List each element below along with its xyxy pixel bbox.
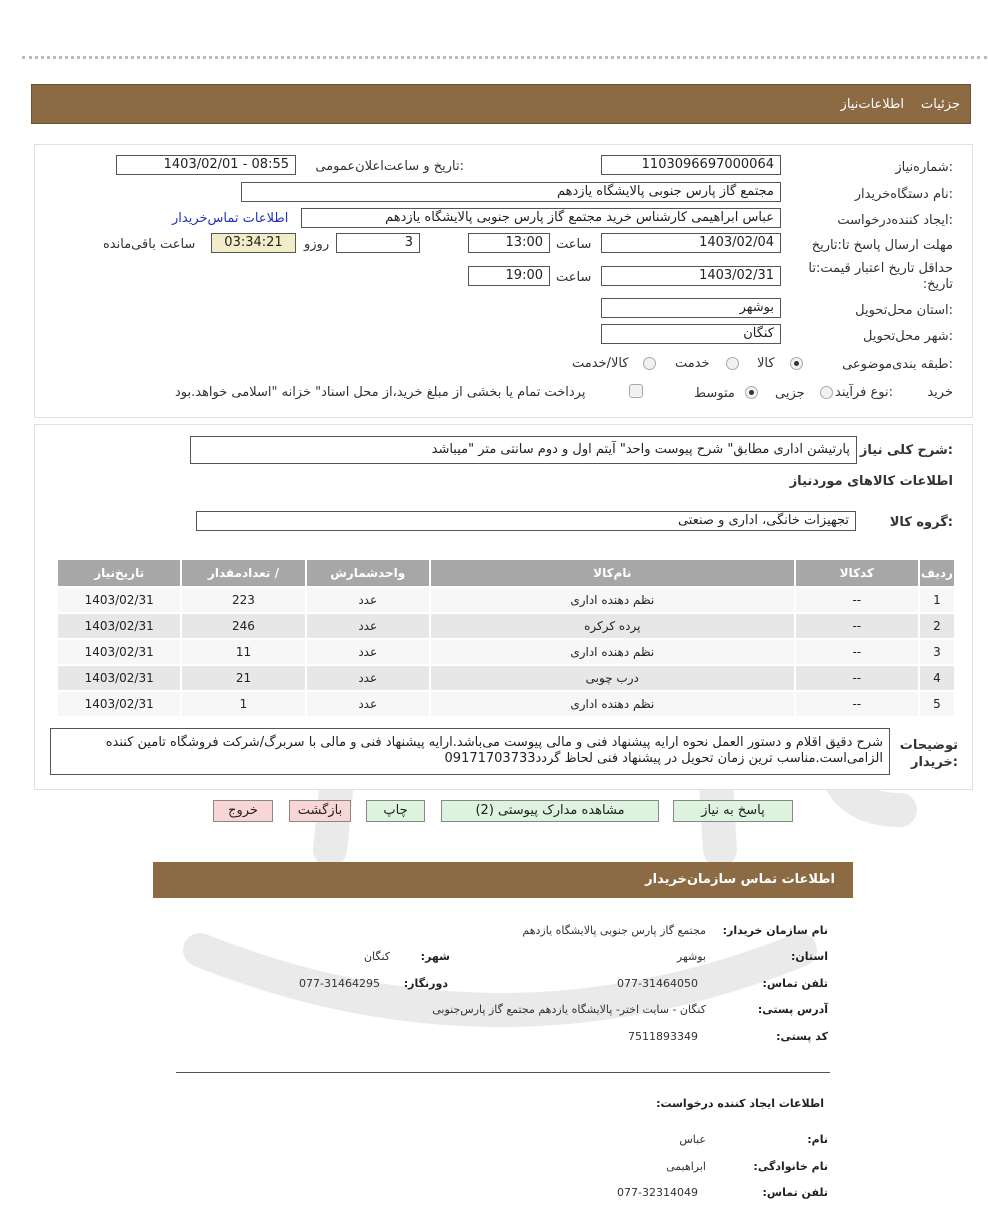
- province-label: استان محل‌تحویل:: [855, 303, 953, 318]
- contact-city-label: شهر:: [420, 950, 450, 963]
- remaining-time-field: 03:34:21: [211, 233, 296, 253]
- creator-family-label: نام خانوادگی:: [753, 1160, 828, 1173]
- cell-goods-code: --: [796, 614, 918, 638]
- contact-address-value: کنگان - سایت اختر- پالایشگاه یازدهم مجتمع گاز پارس‌جنوبی: [432, 1003, 706, 1016]
- need-number-field: 1103096697000064: [601, 155, 781, 175]
- contact-fax-value: 077-31464295: [299, 977, 380, 990]
- category-label: طبقه بندی‌موضوعی:: [842, 357, 953, 372]
- cell-unit: عدد: [307, 640, 429, 664]
- cell-quantity: 1: [182, 692, 304, 716]
- contact-org-label: نام سازمان خریدار:: [722, 924, 828, 937]
- goods-group-label: گروه کالا:: [889, 515, 953, 530]
- col-goods-name: نام‌کالا: [431, 560, 794, 586]
- deadline-date-field: 1403/02/04: [601, 233, 781, 253]
- treasury-payment-checkbox[interactable]: [629, 384, 643, 398]
- cell-quantity: 11: [182, 640, 304, 664]
- days-label: روزو: [304, 237, 330, 252]
- print-button[interactable]: چاپ: [366, 800, 425, 822]
- buyer-notes-label-1: توضیحات: [899, 738, 958, 753]
- remaining-label: ساعت باقی‌مانده: [103, 237, 196, 252]
- back-button[interactable]: بازگشت: [289, 800, 351, 822]
- goods-table: [56, 558, 956, 718]
- cell-goods-name: پرده کرکره: [431, 614, 794, 638]
- buyer-org-label: نام دستگاه‌خریدار:: [854, 187, 953, 202]
- buyer-contact-link[interactable]: اطلاعات تماس‌خریدار: [172, 211, 289, 226]
- contact-address-label: آدرس پستی:: [757, 1003, 828, 1016]
- breadcrumb-need-info[interactable]: اطلاعات‌نیاز: [840, 97, 904, 112]
- goods-group-field: تجهیزات خانگی، اداری و صنعتی: [196, 511, 856, 531]
- cell-quantity: 223: [182, 588, 304, 612]
- buyer-notes-label-2: خریدار:: [911, 755, 958, 770]
- view-attachments-button[interactable]: مشاهده مدارک پیوستی (2): [441, 800, 659, 822]
- validity-label-1: حداقل تاریخ اعتبار قیمت:تا: [808, 261, 953, 276]
- breadcrumb-details[interactable]: جزئیات: [921, 97, 960, 112]
- cell-goods-code: --: [796, 588, 918, 612]
- cell-row-number: 2: [920, 614, 954, 638]
- contact-postal-value: 7511893349: [628, 1030, 698, 1043]
- announce-label: تاریخ و ساعت‌اعلان‌عمومی:: [315, 159, 464, 174]
- creator-phone-value: 077-32314049: [617, 1186, 698, 1199]
- province-field: بوشهر: [601, 298, 781, 318]
- creator-field: عباس ابراهیمی کارشناس خرید مجتمع گاز پارس جنوبی پالایشگاه یازدهم: [301, 208, 781, 228]
- buyer-org-field: مجتمع گاز پارس جنوبی پالایشگاه یازدهم: [241, 182, 781, 202]
- contact-phone-label: تلفن تماس:: [762, 977, 828, 990]
- col-quantity: / تعدادمقدار: [182, 560, 304, 586]
- cell-row-number: 5: [920, 692, 954, 716]
- table-row: [58, 692, 954, 716]
- validity-time-field: 19:00: [468, 266, 550, 286]
- city-field: کنگان: [601, 324, 781, 344]
- cell-row-number: 1: [920, 588, 954, 612]
- validity-date-field: 1403/02/31: [601, 266, 781, 286]
- need-number-label: شماره‌نیاز:: [895, 160, 953, 175]
- validity-time-label: ساعت: [556, 270, 592, 285]
- treasury-payment-label: پرداخت تمام یا بخشی از مبلغ خرید،از محل اسناد" خزانه "اسلامی خواهد.بود: [175, 385, 586, 400]
- top-divider: [22, 56, 987, 59]
- process-partial-label: جزیی: [775, 386, 805, 401]
- category-both-radio[interactable]: [643, 357, 656, 370]
- process-label: نوع فرآیند:: [835, 385, 893, 400]
- cell-goods-code: --: [796, 692, 918, 716]
- contact-fax-label: دورنگار:: [403, 977, 448, 990]
- cell-unit: عدد: [307, 614, 429, 638]
- cell-row-number: 4: [920, 666, 954, 690]
- creator-family-value: ابراهیمی: [666, 1160, 706, 1173]
- cell-goods-name: نظم دهنده اداری: [431, 692, 794, 716]
- contact-postal-label: کد پستی:: [776, 1030, 828, 1043]
- process-buy-label: خرید: [927, 385, 953, 400]
- exit-button[interactable]: خروج: [213, 800, 273, 822]
- cell-need-date: 1403/02/31: [58, 692, 180, 716]
- cell-need-date: 1403/02/31: [58, 614, 180, 638]
- cell-goods-name: درب چوبی: [431, 666, 794, 690]
- summary-field: پارتیشن اداری مطابق" شرح پیوست واحد" آیتم اول و دوم سانتی متر "میباشد: [190, 436, 857, 464]
- cell-unit: عدد: [307, 666, 429, 690]
- creator-label: ایجاد کننده‌درخواست:: [837, 213, 953, 228]
- cell-quantity: 246: [182, 614, 304, 638]
- contact-province-value: بوشهر: [676, 950, 706, 963]
- col-goods-code: کدکالا: [796, 560, 918, 586]
- category-goods-label: کالا: [757, 356, 775, 371]
- contact-title: اطلاعات تماس سازمان‌خریدار: [645, 872, 835, 887]
- col-unit: واحدشمارش: [307, 560, 429, 586]
- process-medium-radio[interactable]: [745, 386, 758, 399]
- page-header: [31, 84, 971, 124]
- contact-header: [153, 862, 853, 898]
- contact-city-value: کنگان: [363, 950, 390, 963]
- cell-goods-name: نظم دهنده اداری: [431, 588, 794, 612]
- cell-goods-name: نظم دهنده اداری: [431, 640, 794, 664]
- deadline-label: مهلت ارسال پاسخ تا:تاریخ: [811, 238, 953, 253]
- process-medium-label: متوسط: [694, 386, 735, 401]
- city-label: شهر محل‌تحویل:: [863, 329, 953, 344]
- category-service-radio[interactable]: [726, 357, 739, 370]
- category-goods-radio[interactable]: [790, 357, 803, 370]
- table-header-row: [58, 560, 954, 586]
- table-row: [58, 588, 954, 612]
- cell-need-date: 1403/02/31: [58, 588, 180, 612]
- goods-info-title: اطلاعات کالاهای موردنیاز: [789, 474, 953, 489]
- reply-button[interactable]: پاسخ به نیاز: [673, 800, 793, 822]
- deadline-time-field: 13:00: [468, 233, 550, 253]
- table-row: [58, 666, 954, 690]
- contact-phone-value: 077-31464050: [617, 977, 698, 990]
- table-row: [58, 640, 954, 664]
- summary-label: شرح کلی نیاز:: [859, 443, 953, 458]
- cell-unit: عدد: [307, 588, 429, 612]
- creator-info-title: اطلاعات ایجاد کننده درخواست:: [656, 1097, 824, 1110]
- cell-need-date: 1403/02/31: [58, 666, 180, 690]
- creator-name-value: عباس: [679, 1133, 706, 1146]
- creator-phone-label: تلفن تماس:: [762, 1186, 828, 1199]
- cell-row-number: 3: [920, 640, 954, 664]
- cell-goods-code: --: [796, 666, 918, 690]
- contact-province-label: استان:: [791, 950, 828, 963]
- contact-org-value: مجتمع گاز پارس جنوبی پالایشگاه یازدهم: [522, 924, 706, 937]
- announce-datetime-field: 1403/02/01 - 08:55: [116, 155, 296, 175]
- buyer-notes-field: شرح دقیق اقلام و دستور العمل نحوه ارایه پیشنهاد فنی و مالی پیوست می‌باشد.ارایه پیشنهاد فنی و مالی با سربرگ/شرکت فروشگاه تامین کننده الزامی‌است.مناسب ترین زمان تحویل در پیشنهاد فنی لحاظ گردد09171703733: [50, 728, 890, 775]
- creator-name-label: نام:: [807, 1133, 828, 1146]
- validity-label-2: تاریخ:: [922, 277, 953, 292]
- col-row-number: ردیف: [920, 560, 954, 586]
- process-partial-radio[interactable]: [820, 386, 833, 399]
- cell-unit: عدد: [307, 692, 429, 716]
- days-remaining-field: 3: [336, 233, 420, 253]
- cell-quantity: 21: [182, 666, 304, 690]
- category-both-label: کالا/خدمت: [572, 356, 629, 371]
- category-service-label: خدمت: [675, 356, 710, 371]
- table-row: [58, 614, 954, 638]
- cell-goods-code: --: [796, 640, 918, 664]
- deadline-time-label: ساعت: [556, 237, 592, 252]
- contact-divider: [176, 1072, 830, 1073]
- cell-need-date: 1403/02/31: [58, 640, 180, 664]
- col-need-date: تاریخ‌نیاز: [58, 560, 180, 586]
